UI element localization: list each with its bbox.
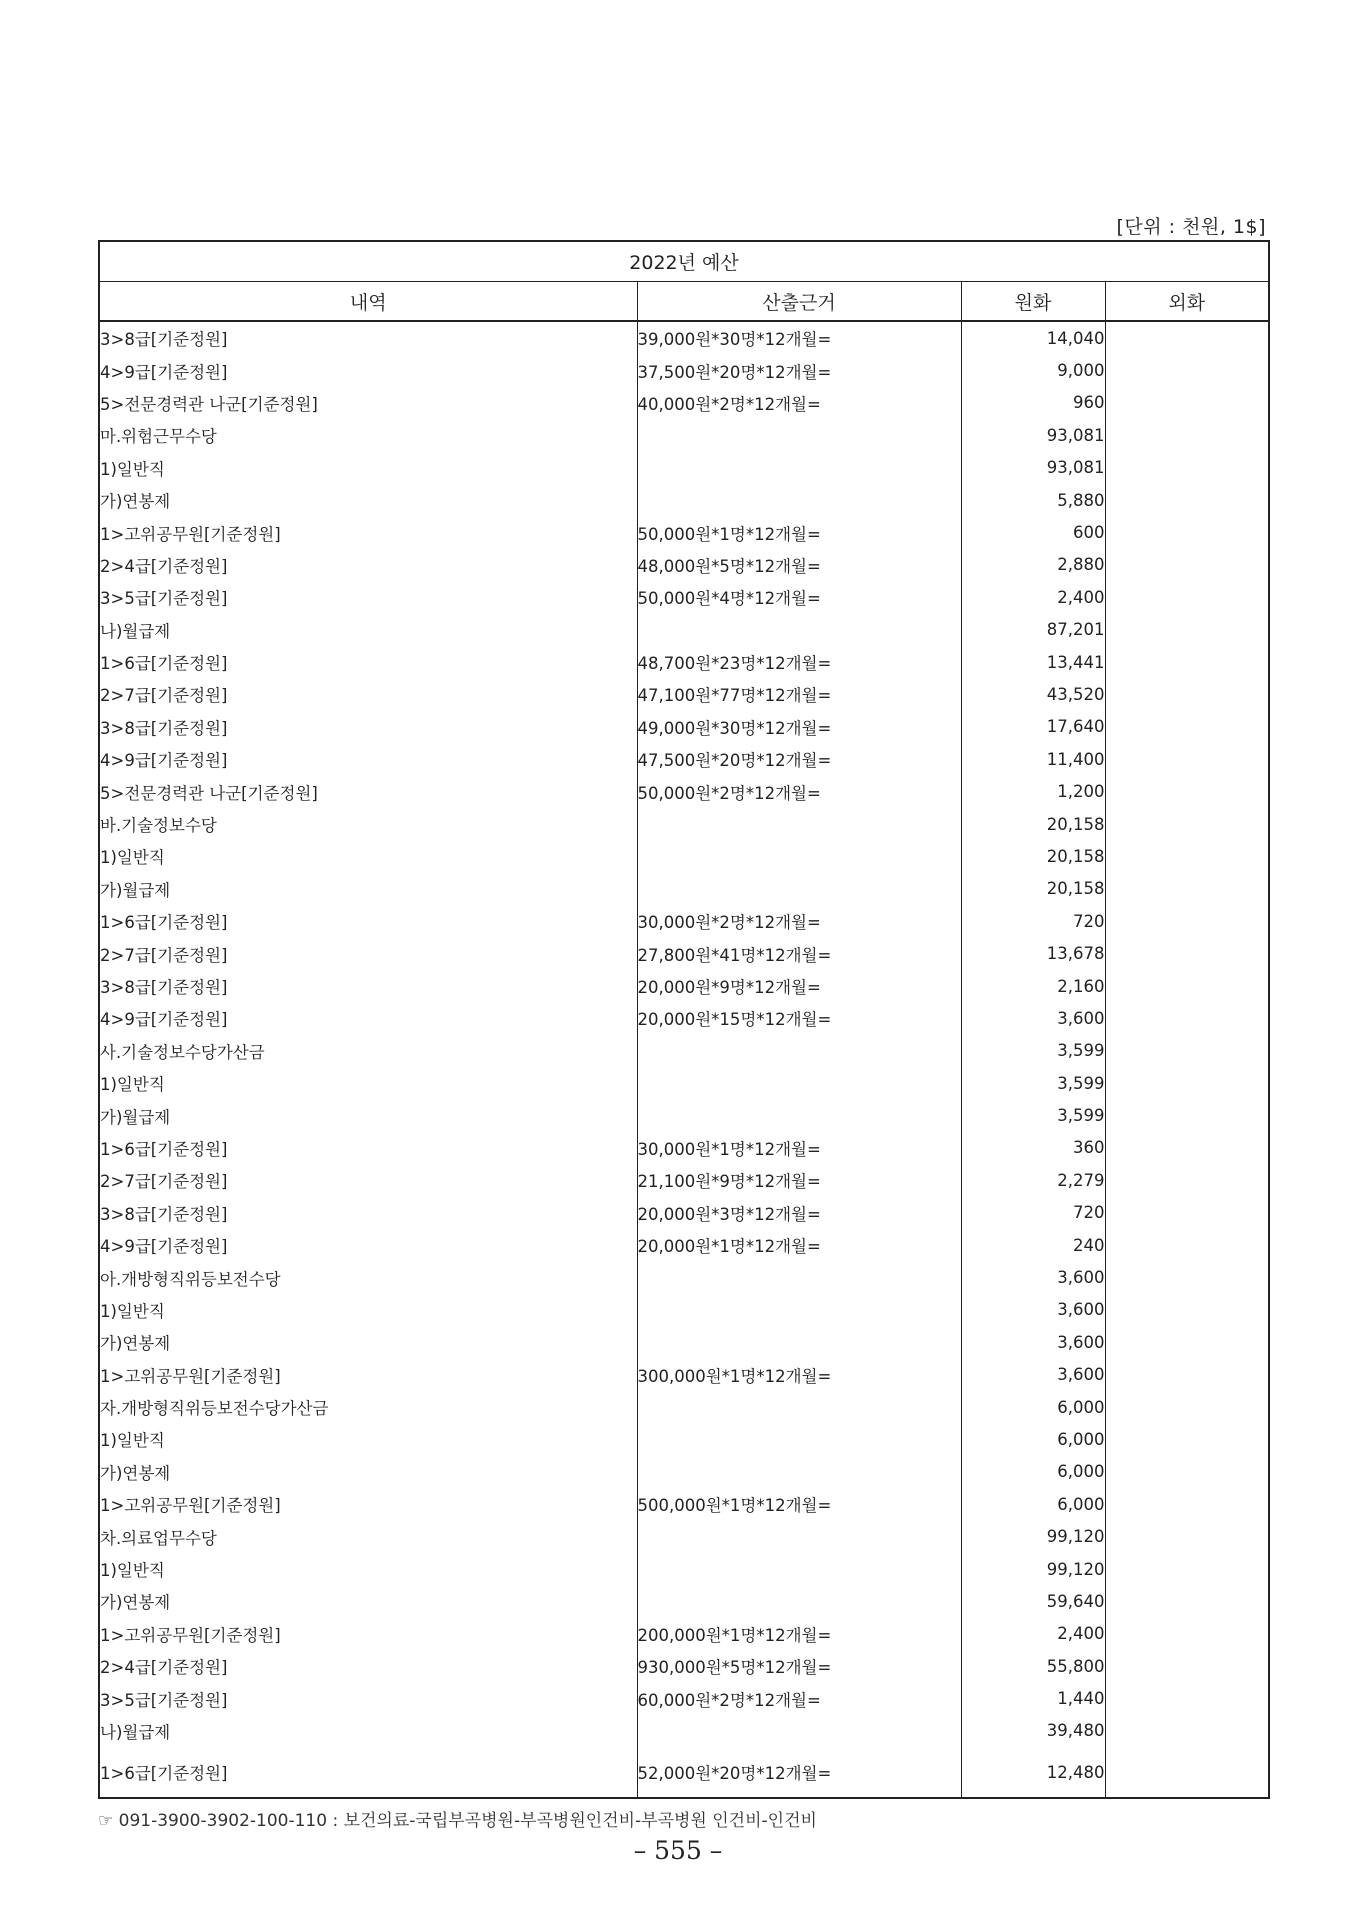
won-cell: 2,160	[961, 970, 1105, 1002]
won-cell: 39,480	[961, 1715, 1105, 1747]
foreign-cell	[1105, 775, 1269, 807]
basis-cell	[637, 873, 961, 905]
item-cell: 2>7급[기준정원]	[99, 1164, 637, 1196]
table-row	[99, 516, 1269, 548]
table-row	[99, 1132, 1269, 1164]
won-cell: 13,678	[961, 937, 1105, 969]
foreign-cell	[1105, 873, 1269, 905]
foreign-cell	[1105, 1164, 1269, 1196]
basis-cell: 50,000원*4명*12개월=	[637, 581, 961, 613]
item-cell: 2>4급[기준정원]	[99, 549, 637, 581]
foreign-cell	[1105, 743, 1269, 775]
item-cell: 나)월급제	[99, 1715, 637, 1747]
item-cell: 5>전문경력관 나군[기준정원]	[99, 387, 637, 419]
item-cell: 1>고위공무원[기준정원]	[99, 516, 637, 548]
won-cell: 55,800	[961, 1650, 1105, 1682]
foreign-cell	[1105, 1747, 1269, 1798]
item-cell: 3>8급[기준정원]	[99, 970, 637, 1002]
table-row	[99, 1294, 1269, 1326]
basis-cell: 27,800원*41명*12개월=	[637, 937, 961, 969]
basis-cell	[637, 1585, 961, 1617]
item-cell: 4>9급[기준정원]	[99, 1002, 637, 1034]
item-cell: 3>8급[기준정원]	[99, 1197, 637, 1229]
table-row	[99, 937, 1269, 969]
won-cell: 93,081	[961, 452, 1105, 484]
won-cell: 93,081	[961, 419, 1105, 451]
table-row	[99, 484, 1269, 516]
basis-cell	[637, 1553, 961, 1585]
won-cell: 960	[961, 387, 1105, 419]
item-cell: 3>8급[기준정원]	[99, 321, 637, 354]
item-cell: 마.위험근무수당	[99, 419, 637, 451]
table-row	[99, 1456, 1269, 1488]
won-cell: 59,640	[961, 1585, 1105, 1617]
basis-cell	[637, 1035, 961, 1067]
item-cell: 1>6급[기준정원]	[99, 1747, 637, 1798]
foreign-cell	[1105, 516, 1269, 548]
item-cell: 가)연봉제	[99, 484, 637, 516]
won-cell: 1,440	[961, 1682, 1105, 1714]
foreign-cell	[1105, 905, 1269, 937]
foreign-cell	[1105, 808, 1269, 840]
page-number: – 555 –	[633, 1836, 723, 1865]
table-row	[99, 321, 1269, 354]
basis-cell: 39,000원*30명*12개월=	[637, 321, 961, 354]
table-row	[99, 1682, 1269, 1714]
basis-cell: 20,000원*3명*12개월=	[637, 1197, 961, 1229]
won-cell: 3,599	[961, 1035, 1105, 1067]
foreign-cell	[1105, 1002, 1269, 1034]
table-row	[99, 905, 1269, 937]
basis-cell: 48,700원*23명*12개월=	[637, 646, 961, 678]
won-cell: 3,599	[961, 1067, 1105, 1099]
item-cell: 아.개방형직위등보전수당	[99, 1261, 637, 1293]
won-cell: 87,201	[961, 614, 1105, 646]
foreign-cell	[1105, 1520, 1269, 1552]
item-cell: 자.개방형직위등보전수당가산금	[99, 1391, 637, 1423]
item-cell: 4>9급[기준정원]	[99, 1229, 637, 1261]
won-cell: 2,400	[961, 1618, 1105, 1650]
table-row	[99, 678, 1269, 710]
foreign-cell	[1105, 1488, 1269, 1520]
won-cell: 2,279	[961, 1164, 1105, 1196]
item-cell: 1)일반직	[99, 1423, 637, 1455]
won-cell: 5,880	[961, 484, 1105, 516]
basis-cell	[637, 1294, 961, 1326]
foreign-cell	[1105, 1067, 1269, 1099]
basis-cell	[637, 1520, 961, 1552]
item-cell: 1)일반직	[99, 1294, 637, 1326]
foreign-cell	[1105, 1618, 1269, 1650]
won-cell: 720	[961, 1197, 1105, 1229]
basis-cell	[637, 452, 961, 484]
basis-cell	[637, 1423, 961, 1455]
table-row	[99, 452, 1269, 484]
table-row	[99, 1553, 1269, 1585]
item-cell: 2>7급[기준정원]	[99, 937, 637, 969]
won-cell: 720	[961, 905, 1105, 937]
item-cell: 5>전문경력관 나군[기준정원]	[99, 775, 637, 807]
foreign-cell	[1105, 678, 1269, 710]
foreign-cell	[1105, 1553, 1269, 1585]
table-row	[99, 354, 1269, 386]
table-row	[99, 808, 1269, 840]
won-cell: 6,000	[961, 1488, 1105, 1520]
item-cell: 4>9급[기준정원]	[99, 743, 637, 775]
unit-label: [단위 : 천원, 1$]	[1116, 216, 1266, 238]
basis-cell: 21,100원*9명*12개월=	[637, 1164, 961, 1196]
table-row	[99, 1359, 1269, 1391]
item-cell: 1)일반직	[99, 1553, 637, 1585]
basis-cell	[637, 614, 961, 646]
basis-cell	[637, 840, 961, 872]
won-cell: 6,000	[961, 1391, 1105, 1423]
table-row	[99, 970, 1269, 1002]
footnote: ☞ 091-3900-3902-100-110 : 보건의료-국립부곡병원-부곡병원인건비-부곡병원 인건비-인건비	[98, 1811, 817, 1831]
item-cell: 가)연봉제	[99, 1456, 637, 1488]
basis-cell	[637, 1715, 961, 1747]
table-row	[99, 646, 1269, 678]
foreign-cell	[1105, 840, 1269, 872]
item-cell: 1>고위공무원[기준정원]	[99, 1618, 637, 1650]
table-row	[99, 1229, 1269, 1261]
item-cell: 나)월급제	[99, 614, 637, 646]
foreign-cell	[1105, 452, 1269, 484]
table-row	[99, 1261, 1269, 1293]
won-cell: 3,600	[961, 1002, 1105, 1034]
foreign-cell	[1105, 581, 1269, 613]
table-row	[99, 1715, 1269, 1747]
table-row	[99, 1326, 1269, 1358]
foreign-cell	[1105, 1229, 1269, 1261]
foreign-cell	[1105, 1650, 1269, 1682]
item-cell: 2>4급[기준정원]	[99, 1650, 637, 1682]
foreign-cell	[1105, 970, 1269, 1002]
item-cell: 가)연봉제	[99, 1585, 637, 1617]
foreign-cell	[1105, 614, 1269, 646]
won-cell: 43,520	[961, 678, 1105, 710]
won-cell: 3,599	[961, 1099, 1105, 1131]
foreign-cell	[1105, 937, 1269, 969]
item-cell: 가)월급제	[99, 1099, 637, 1131]
column-header-item: 내역	[99, 282, 637, 322]
foreign-cell	[1105, 1682, 1269, 1714]
table-row	[99, 1618, 1269, 1650]
item-cell: 1>6급[기준정원]	[99, 1132, 637, 1164]
foreign-cell	[1105, 1359, 1269, 1391]
basis-cell: 30,000원*2명*12개월=	[637, 905, 961, 937]
foreign-cell	[1105, 1261, 1269, 1293]
basis-cell	[637, 484, 961, 516]
item-cell: 사.기술정보수당가산금	[99, 1035, 637, 1067]
foreign-cell	[1105, 387, 1269, 419]
table-row	[99, 1650, 1269, 1682]
foreign-cell	[1105, 484, 1269, 516]
won-cell: 240	[961, 1229, 1105, 1261]
won-cell: 17,640	[961, 711, 1105, 743]
basis-cell: 60,000원*2명*12개월=	[637, 1682, 961, 1714]
won-cell: 3,600	[961, 1326, 1105, 1358]
foreign-cell	[1105, 1391, 1269, 1423]
basis-cell: 300,000원*1명*12개월=	[637, 1359, 961, 1391]
basis-cell: 930,000원*5명*12개월=	[637, 1650, 961, 1682]
won-cell: 20,158	[961, 873, 1105, 905]
foreign-cell	[1105, 419, 1269, 451]
basis-cell: 20,000원*15명*12개월=	[637, 1002, 961, 1034]
won-cell: 20,158	[961, 808, 1105, 840]
foreign-cell	[1105, 1294, 1269, 1326]
foreign-cell	[1105, 1456, 1269, 1488]
basis-cell: 47,500원*20명*12개월=	[637, 743, 961, 775]
foreign-cell	[1105, 646, 1269, 678]
item-cell: 가)연봉제	[99, 1326, 637, 1358]
foreign-cell	[1105, 1035, 1269, 1067]
item-cell: 가)월급제	[99, 873, 637, 905]
table-row	[99, 1067, 1269, 1099]
table-row	[99, 387, 1269, 419]
won-cell: 1,200	[961, 775, 1105, 807]
basis-cell: 37,500원*20명*12개월=	[637, 354, 961, 386]
basis-cell	[637, 1067, 961, 1099]
foreign-cell	[1105, 711, 1269, 743]
item-cell: 1>고위공무원[기준정원]	[99, 1359, 637, 1391]
table-row	[99, 1035, 1269, 1067]
won-cell: 360	[961, 1132, 1105, 1164]
table-row	[99, 419, 1269, 451]
table-row	[99, 1520, 1269, 1552]
foreign-cell	[1105, 1423, 1269, 1455]
basis-cell: 47,100원*77명*12개월=	[637, 678, 961, 710]
foreign-cell	[1105, 1099, 1269, 1131]
won-cell: 6,000	[961, 1456, 1105, 1488]
table-row	[99, 1002, 1269, 1034]
foreign-cell	[1105, 1585, 1269, 1617]
table-row	[99, 1099, 1269, 1131]
won-cell: 99,120	[961, 1553, 1105, 1585]
won-cell: 3,600	[961, 1359, 1105, 1391]
basis-cell	[637, 1099, 961, 1131]
table-body	[99, 321, 1269, 1798]
table-row	[99, 1747, 1269, 1798]
foreign-cell	[1105, 1197, 1269, 1229]
basis-cell: 48,000원*5명*12개월=	[637, 549, 961, 581]
item-cell: 2>7급[기준정원]	[99, 678, 637, 710]
table-row	[99, 743, 1269, 775]
item-cell: 1)일반직	[99, 1067, 637, 1099]
table-row	[99, 1391, 1269, 1423]
won-cell: 600	[961, 516, 1105, 548]
basis-cell	[637, 1391, 961, 1423]
table-row	[99, 614, 1269, 646]
won-cell: 20,158	[961, 840, 1105, 872]
table-row	[99, 873, 1269, 905]
won-cell: 99,120	[961, 1520, 1105, 1552]
table-row	[99, 1488, 1269, 1520]
column-header-basis: 산출근거	[637, 282, 961, 322]
item-cell: 1>6급[기준정원]	[99, 905, 637, 937]
foreign-cell	[1105, 1132, 1269, 1164]
basis-cell	[637, 1326, 961, 1358]
won-cell: 6,000	[961, 1423, 1105, 1455]
item-cell: 1>고위공무원[기준정원]	[99, 1488, 637, 1520]
item-cell: 1>6급[기준정원]	[99, 646, 637, 678]
foreign-cell	[1105, 321, 1269, 354]
basis-cell: 20,000원*9명*12개월=	[637, 970, 961, 1002]
table-row	[99, 1164, 1269, 1196]
basis-cell	[637, 419, 961, 451]
table-row	[99, 1585, 1269, 1617]
foreign-cell	[1105, 1715, 1269, 1747]
item-cell: 1)일반직	[99, 452, 637, 484]
foreign-cell	[1105, 549, 1269, 581]
item-cell: 바.기술정보수당	[99, 808, 637, 840]
table-title: 2022년 예산	[99, 241, 1269, 282]
column-header-won: 원화	[961, 282, 1105, 322]
item-cell: 차.의료업무수당	[99, 1520, 637, 1552]
basis-cell: 200,000원*1명*12개월=	[637, 1618, 961, 1650]
basis-cell: 40,000원*2명*12개월=	[637, 387, 961, 419]
won-cell: 13,441	[961, 646, 1105, 678]
won-cell: 3,600	[961, 1294, 1105, 1326]
won-cell: 12,480	[961, 1747, 1105, 1798]
table-row	[99, 711, 1269, 743]
item-cell: 1)일반직	[99, 840, 637, 872]
item-cell: 4>9급[기준정원]	[99, 354, 637, 386]
basis-cell: 49,000원*30명*12개월=	[637, 711, 961, 743]
item-cell: 3>5급[기준정원]	[99, 1682, 637, 1714]
item-cell: 3>5급[기준정원]	[99, 581, 637, 613]
table-row	[99, 840, 1269, 872]
basis-cell: 50,000원*1명*12개월=	[637, 516, 961, 548]
won-cell: 14,040	[961, 321, 1105, 354]
won-cell: 9,000	[961, 354, 1105, 386]
basis-cell: 52,000원*20명*12개월=	[637, 1747, 961, 1798]
basis-cell: 20,000원*1명*12개월=	[637, 1229, 961, 1261]
basis-cell: 50,000원*2명*12개월=	[637, 775, 961, 807]
basis-cell	[637, 1456, 961, 1488]
won-cell: 3,600	[961, 1261, 1105, 1293]
column-header-foreign: 외화	[1105, 282, 1269, 322]
basis-cell	[637, 808, 961, 840]
won-cell: 2,880	[961, 549, 1105, 581]
won-cell: 11,400	[961, 743, 1105, 775]
table-row	[99, 1197, 1269, 1229]
basis-cell	[637, 1261, 961, 1293]
basis-cell: 30,000원*1명*12개월=	[637, 1132, 961, 1164]
table-row	[99, 775, 1269, 807]
table-row	[99, 549, 1269, 581]
won-cell: 2,400	[961, 581, 1105, 613]
foreign-cell	[1105, 354, 1269, 386]
item-cell: 3>8급[기준정원]	[99, 711, 637, 743]
basis-cell: 500,000원*1명*12개월=	[637, 1488, 961, 1520]
table-row	[99, 1423, 1269, 1455]
budget-table	[98, 240, 1270, 1799]
table-row	[99, 581, 1269, 613]
foreign-cell	[1105, 1326, 1269, 1358]
